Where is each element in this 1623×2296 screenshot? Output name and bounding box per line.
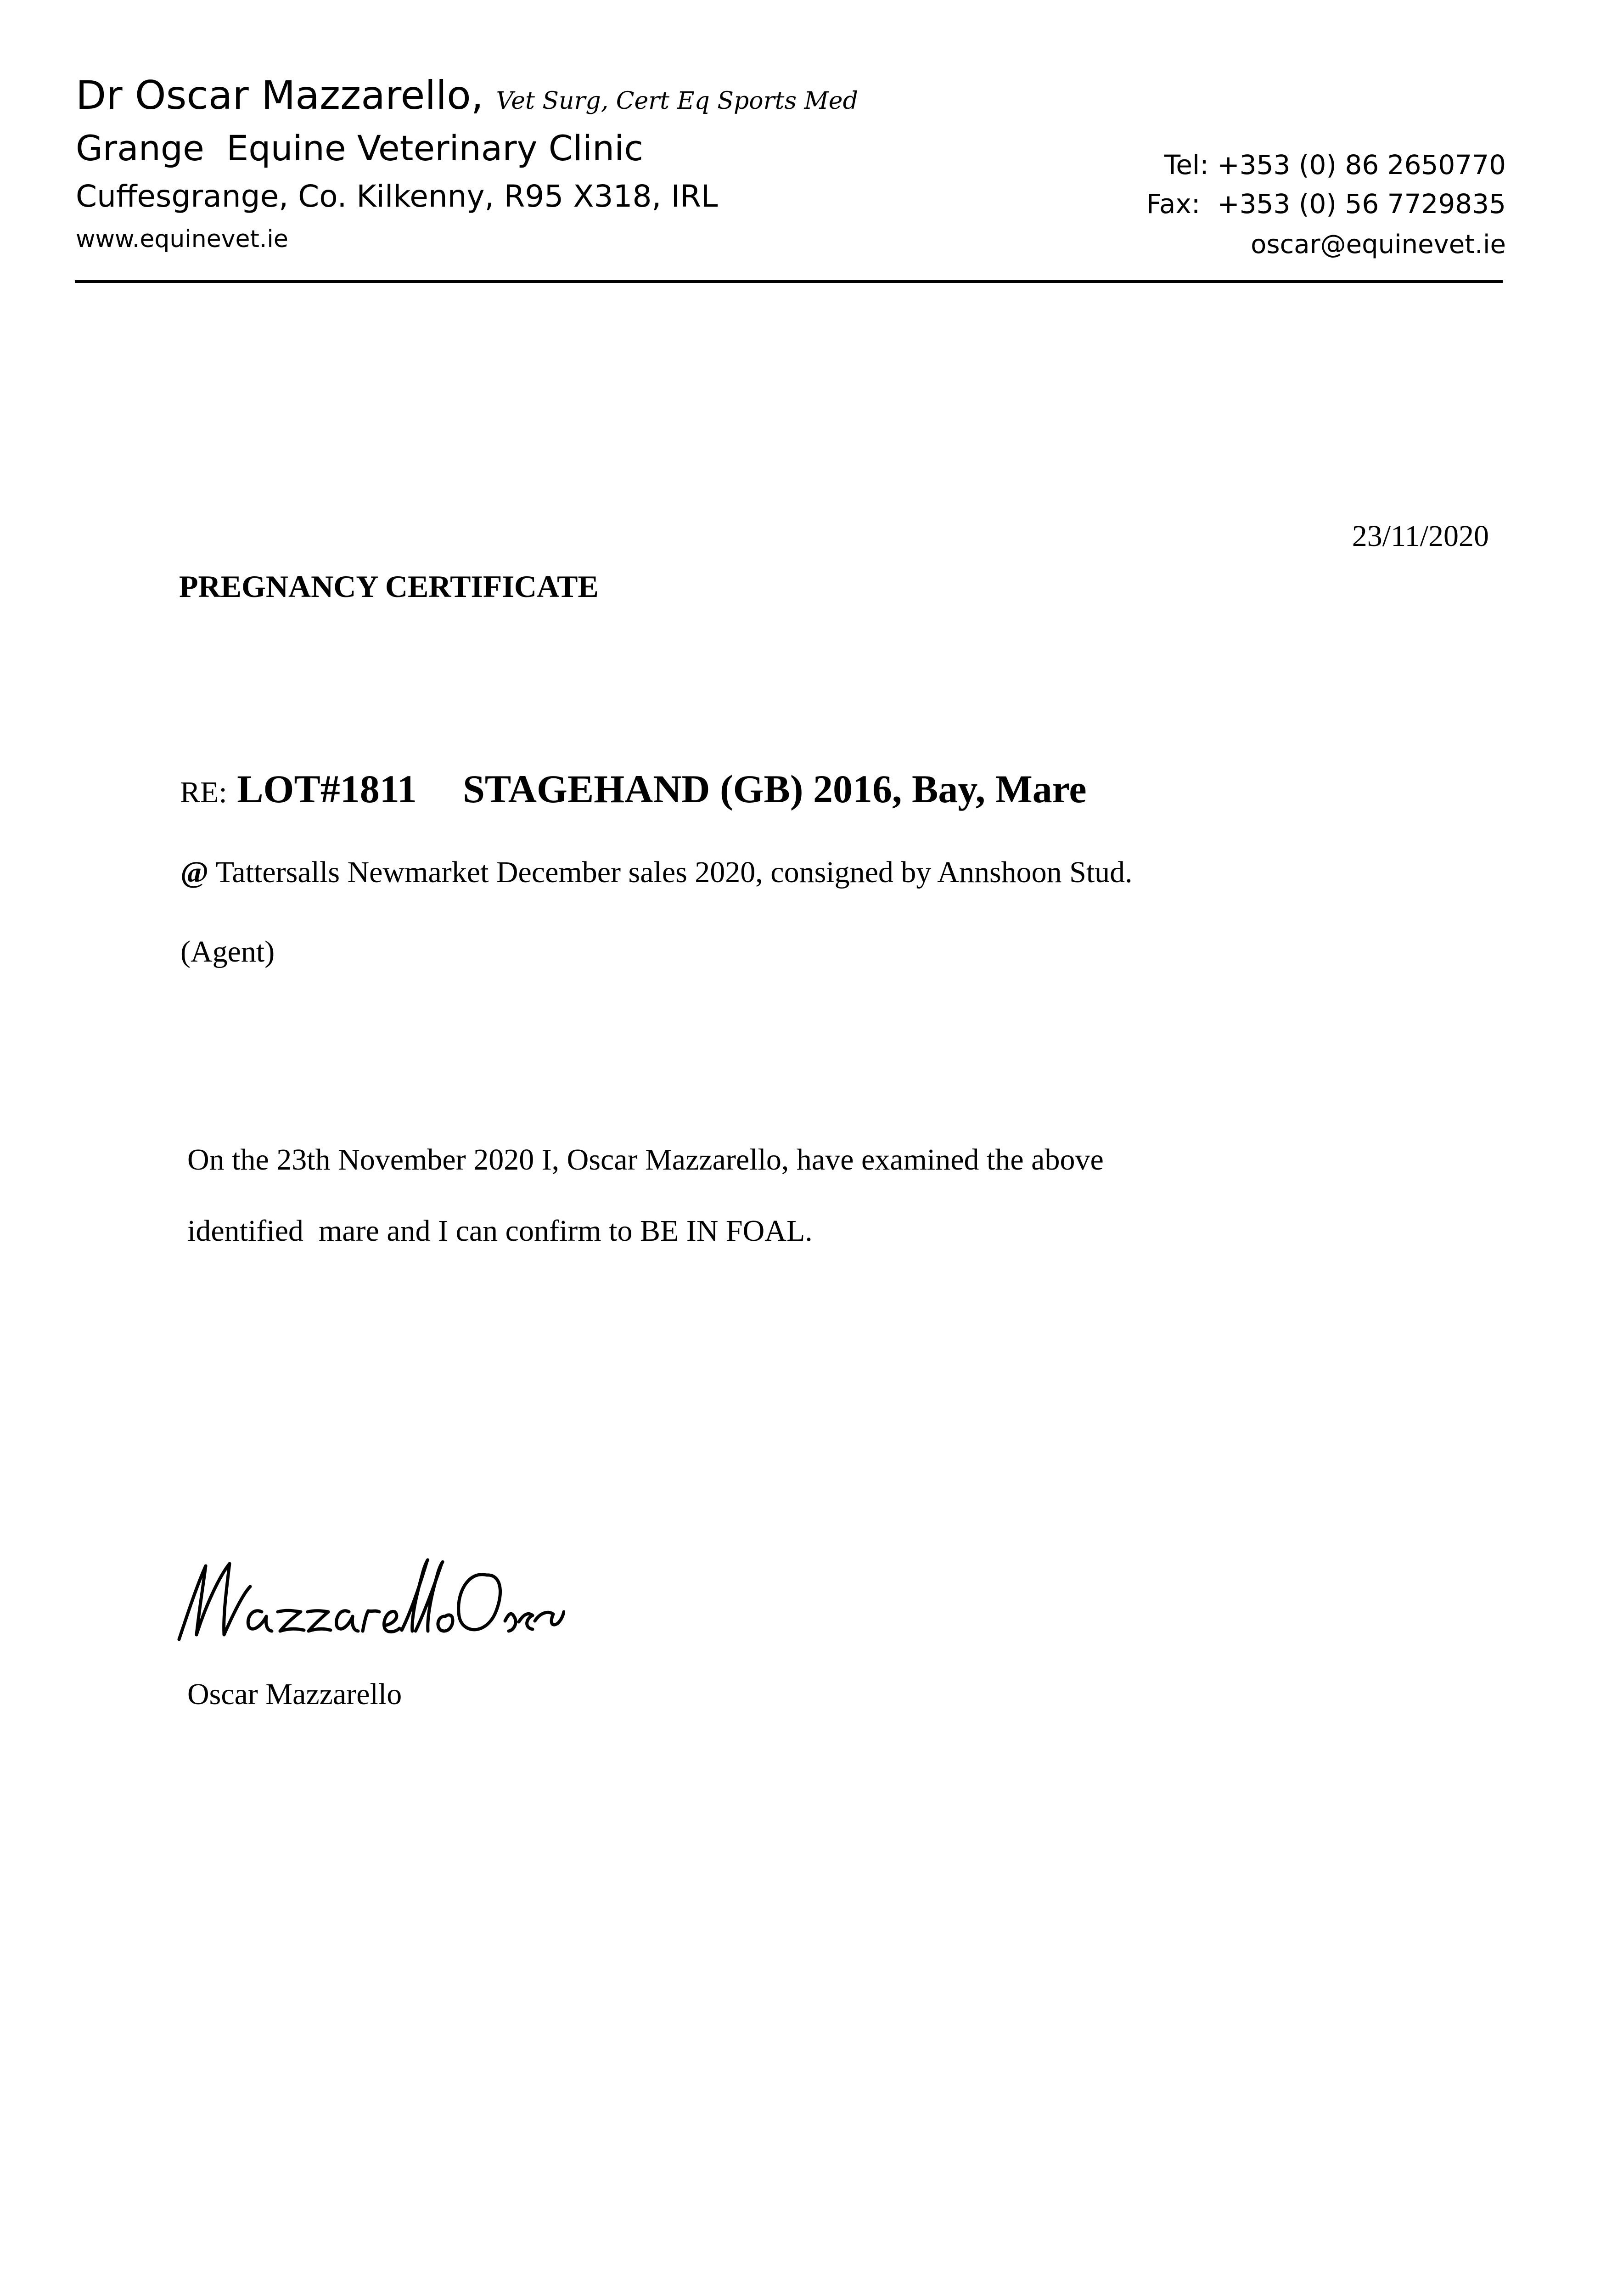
vet-name: Dr Oscar Mazzarello (76, 73, 471, 118)
certificate-title: PREGNANCY CERTIFICATE (179, 569, 599, 604)
clinic-website: www.equinevet.ie (76, 225, 288, 253)
confirmation-text-line-2: identified mare and I can confirm to BE IN FOAL. (187, 1214, 813, 1248)
sale-details: Tattersalls Newmarket December sales 2020, consigned by Annshoon Stud. (215, 855, 1133, 889)
header-divider (75, 280, 1503, 283)
certificate-date: 23/11/2020 (1352, 519, 1489, 553)
horse-description: STAGEHAND (GB) 2016, Bay, Mare (463, 767, 1087, 811)
sale-at-symbol: @ (180, 855, 209, 889)
agent-label: (Agent) (180, 935, 275, 968)
clinic-telephone: Tel: +353 (0) 86 2650770 (1164, 149, 1506, 180)
re-line (180, 766, 1087, 812)
clinic-address: Cuffesgrange, Co. Kilkenny, R95 X318, IRL (76, 179, 718, 214)
clinic-fax: Fax: +353 (0) 56 7729835 (1146, 188, 1506, 219)
confirmation-text-line-1: On the 23th November 2020 I, Oscar Mazzarello, have examined the above (187, 1143, 1104, 1176)
signature-image (170, 1543, 565, 1653)
clinic-email: oscar@equinevet.ie (1251, 230, 1506, 259)
clinic-name: Grange Equine Veterinary Clinic (76, 128, 644, 169)
vet-qualifications: Vet Surg, Cert Eq Sports Med (496, 87, 858, 115)
vet-name-line: Dr Oscar Mazzarello, Vet Surg, Cert Eq Sports Med (76, 73, 858, 118)
lot-number: LOT#1811 (237, 767, 417, 811)
re-prefix: RE: (180, 776, 227, 809)
sale-line (180, 855, 1133, 890)
signer-name: Oscar Mazzarello (187, 1677, 402, 1711)
